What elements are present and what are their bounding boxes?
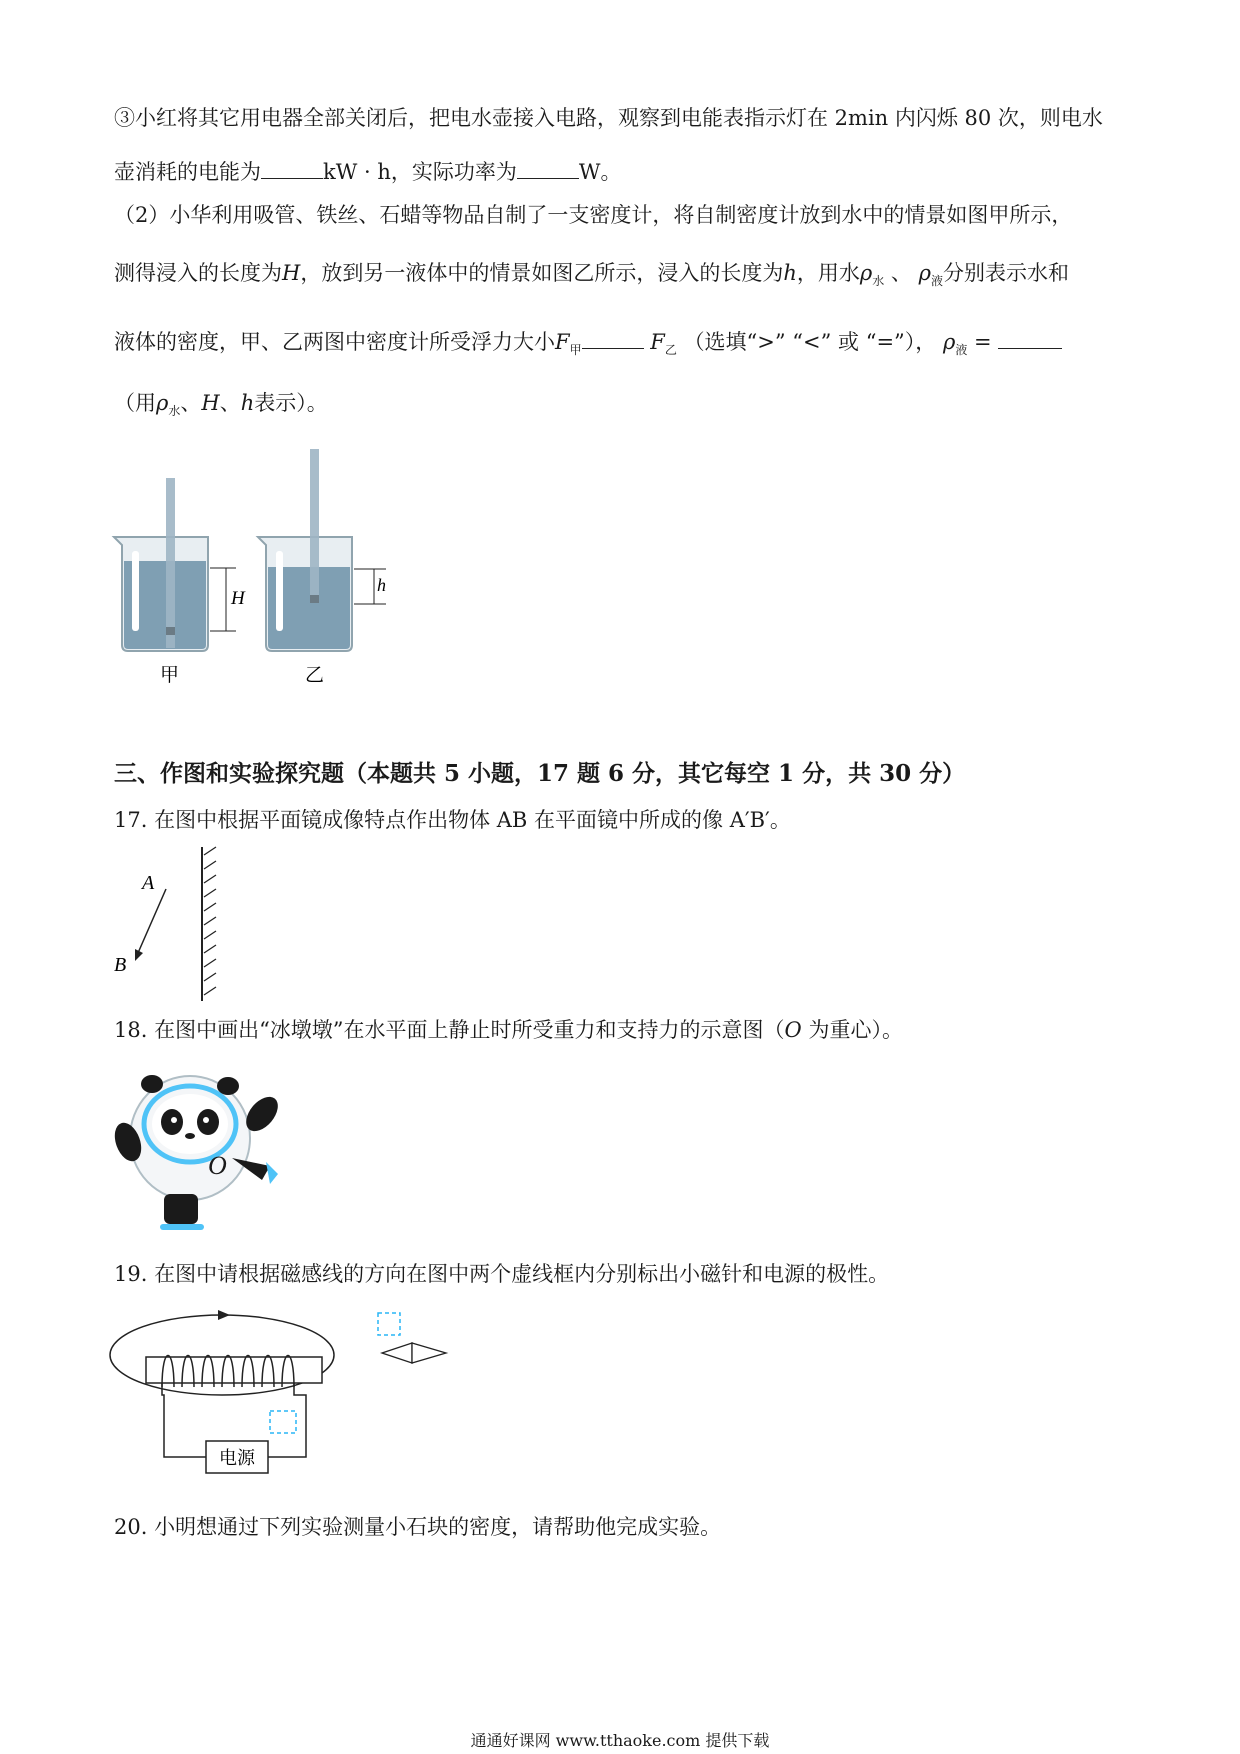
compass-needle-left: [382, 1343, 412, 1363]
var-O: O: [784, 1018, 802, 1042]
equals: =: [974, 330, 992, 354]
dashed-box-needle[interactable]: [378, 1313, 400, 1335]
solenoid-circuit-figure: [108, 1305, 458, 1485]
text: 18. 在图中画出“冰墩墩”在水平面上静止时所受重力和支持力的示意图（: [114, 1018, 785, 1042]
subscript-water: 水: [168, 404, 181, 419]
q18-text: [114, 1018, 903, 1043]
label-yi: 乙: [305, 664, 325, 686]
field-direction-arrow: [218, 1310, 230, 1320]
power-source-label: 电源: [219, 1448, 255, 1469]
section-3-heading: 三、作图和实验探究题（本题共 5 小题，17 题 6 分，其它每空 1 分，共 30 分）: [114, 760, 966, 787]
answer-blank-density[interactable]: [998, 326, 1062, 349]
q20-text: 20. 小明想通过下列实验测量小石块的密度，请帮助他完成实验。: [114, 1515, 722, 1539]
label-H: H: [231, 588, 245, 609]
text: ，用水: [796, 261, 860, 285]
rho-symbol: ρ: [918, 261, 931, 285]
object-AB: [138, 889, 166, 953]
dashed-box-power[interactable]: [270, 1411, 296, 1433]
text: kW · h，实际功率为: [323, 160, 517, 184]
wire-right: [268, 1383, 306, 1457]
rho-symbol: ρ: [942, 330, 956, 354]
q19-text: 19. 在图中请根据磁感线的方向在图中两个虚线框内分别标出小磁针和电源的极性。: [114, 1262, 890, 1286]
label-O: O: [208, 1151, 227, 1180]
text: 测得浸入的长度为: [114, 261, 282, 285]
label-B: B: [114, 954, 127, 976]
subscript-water: 水: [872, 274, 885, 289]
text: W。: [578, 160, 622, 184]
var-H: H: [282, 261, 301, 285]
force-F: F: [650, 330, 665, 354]
text: 、: [180, 391, 202, 415]
hydrometer-beakers-figure: [108, 445, 408, 690]
text: 壶消耗的电能为: [114, 160, 261, 184]
q16-part2-line4: [114, 391, 328, 419]
subscript-liquid: 液: [930, 274, 943, 289]
q16-part2-line3: [114, 326, 1062, 358]
separator: 、: [884, 261, 919, 285]
q16-part2-line1: （2）小华利用吸管、铁丝、石蜡等物品自制了一支密度计，将自制密度计放到水中的情景如图甲所示，: [114, 203, 1073, 227]
text: （用: [114, 391, 156, 415]
q16-part3-line1: ③小红将其它用电器全部关闭后，把电水壶接入电路，观察到电能表指示灯在 2min 内闪烁 80 次，则电水: [114, 106, 1103, 130]
page-footer: 通通好课网 www.tthaoke.com 提供下载: [470, 1731, 770, 1750]
text: 为重心）。: [801, 1018, 903, 1042]
rho-symbol: ρ: [859, 261, 873, 285]
q17-text: 17. 在图中根据平面镜成像特点作出物体 AB 在平面镜中所成的像 A′B′。: [114, 808, 791, 832]
text: 分别表示水和: [942, 261, 1069, 285]
mirror-figure: [108, 845, 228, 1005]
var-H: H: [201, 391, 220, 415]
var-h: h: [240, 391, 255, 415]
subscript-yi: 乙: [664, 343, 677, 358]
force-F: F: [555, 330, 570, 354]
text: 液体的密度，甲、乙两图中密度计所受浮力大小: [114, 330, 555, 354]
bing-dwen-dwen-figure: [112, 1066, 312, 1241]
subscript-liquid: 液: [955, 343, 968, 358]
rho-symbol: ρ: [156, 391, 169, 415]
label-A: A: [142, 872, 155, 894]
q16-part3-line2: [114, 156, 621, 185]
label-h: h: [377, 575, 386, 595]
q16-part2-line2: [114, 261, 1069, 289]
text: 表示）。: [254, 391, 328, 415]
text: ，放到另一液体中的情景如图乙所示，浸入的长度为: [300, 261, 784, 285]
text: 、: [219, 391, 241, 415]
subscript-jia: 甲: [569, 343, 582, 358]
answer-blank-power[interactable]: [517, 156, 579, 179]
answer-blank-energy[interactable]: [261, 156, 323, 179]
compass-needle-right: [412, 1343, 446, 1363]
text: （选填“>” “<” 或 “=”），: [683, 330, 937, 354]
beaker-jia: [114, 478, 246, 686]
var-h: h: [783, 261, 797, 285]
label-jia: 甲: [160, 664, 180, 686]
answer-blank-compare[interactable]: [582, 326, 644, 349]
beaker-yi: [258, 449, 386, 686]
